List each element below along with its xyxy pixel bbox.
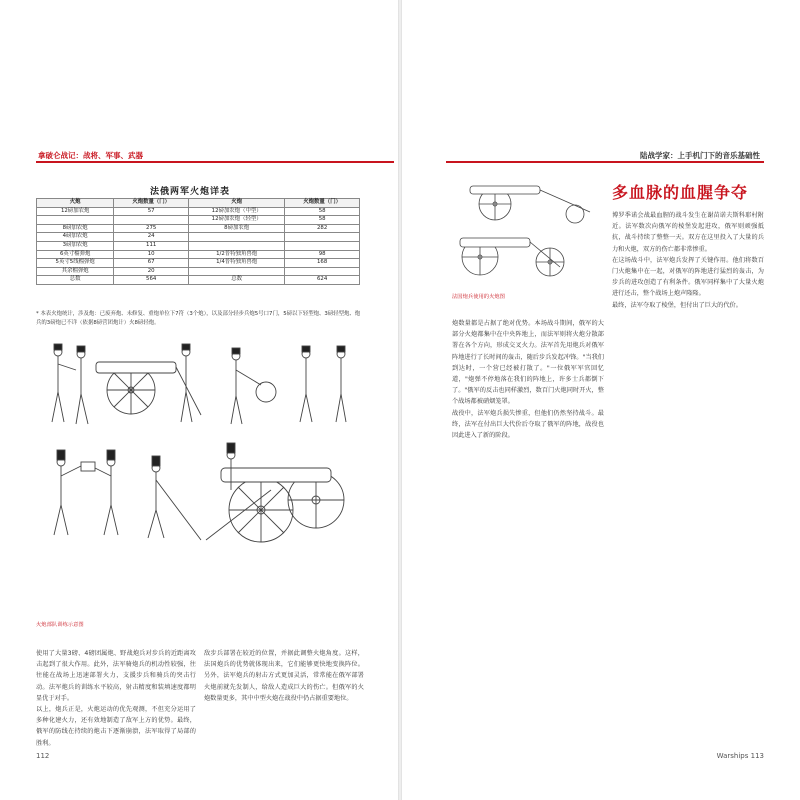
- table-cell: [114, 216, 189, 225]
- table-cell: [37, 216, 114, 225]
- table-cell: 10: [114, 250, 189, 259]
- table-cell: 98: [285, 250, 360, 259]
- table-row: [37, 233, 360, 242]
- table-header-cell: 火炮: [37, 199, 114, 208]
- table-header-row: [37, 199, 360, 208]
- table-header-cell: 火炮数量（门）: [285, 199, 360, 208]
- table-cell: [285, 233, 360, 242]
- right-text-column-1: 炮数量都是占据了绝对优势。本场战斗期间，俄军的大部分火炮都集中在中央阵地上，而法军则将火炮分散部署在各个方向，形成交叉火力。法军首先用炮兵对俄军阵地进行了长时间的轰击，随后步兵发起冲锋。"当我们到达时，一个营已经被打散了。"一位俄军军官回忆道，"炮弹不停地落在我们的阵地上，许多士兵都倒下了。"俄军的反击也同样激烈，数百门火炮同时开火，整个战场都被硝烟笼罩。 战役中，法军炮兵损失惨重，但他们仍然坚持战斗。最终，法军在付出巨大代价后夺取了俄军的阵地，战役也因此进入了新的阶段。: [452, 320, 604, 440]
- table-cell: 564: [114, 276, 189, 285]
- left-text-column-2: 敌步兵部署在较近的位置，并据此调整火炮角度。这样，法国炮兵的优势就体现出来，它们能够更快地变换阵位。另外，法军炮兵的射击方式更加灵活，常常能在俄军部署火炮前就先发制人，给敌人造成巨大的伤亡。但俄军的火炮数量更多，其中中型火炮在战役中仍占据重要地位。: [204, 650, 364, 702]
- table-cell: 总数: [189, 276, 285, 285]
- table-cell: 58: [285, 207, 360, 216]
- cannons-figure: [450, 172, 605, 290]
- crew-figure-caption: 火炮部队训练示意图: [36, 622, 84, 628]
- right-text-column-2: 博罗季诺会战最血腥的战斗发生在谢苗诺夫斯科耶村附近。法军数次向俄军的棱堡发起进攻，俄军则顽强抵抗，战斗持续了整整一天。双方在这里投入了大量的兵力和火炮，双方的伤亡都非常惨重。 在这场战斗中，法军炮兵发挥了关键作用。他们将数百门火炮集中在一起，对俄军的阵地进行猛烈的轰击，为步兵的进攻创造了有利条件。俄军同样集中了大量火炮进行还击，整个战场上炮声隆隆。 最终，法军夺取了棱堡，但付出了巨大的代价。: [612, 212, 764, 309]
- table-row: [37, 216, 360, 225]
- table-cell: [285, 267, 360, 276]
- section-title: 多血脉的血腥争夺: [612, 183, 749, 202]
- table-cell: 1/2普特独角兽炮: [189, 250, 285, 259]
- table-cell: 12磅加农炮（中型）: [189, 207, 285, 216]
- table-cell: 其余榴弹炮: [37, 267, 114, 276]
- table-cell: 5英寸5线榴弹炮: [37, 259, 114, 268]
- left-page-number: 112: [36, 752, 50, 760]
- table-cell: 20: [114, 267, 189, 276]
- table-cell: [189, 233, 285, 242]
- left-running-header: 拿破仑战记：战将、军事、武器: [38, 151, 143, 160]
- table-row: [37, 267, 360, 276]
- table-cell: 58: [285, 216, 360, 225]
- table-cell: 8磅加农炮: [189, 224, 285, 233]
- table-cell: 24: [114, 233, 189, 242]
- table-footnote: * 本表火炮统计，涉及炮：已废弃炮、未修复、重炮单位下7符（3个炮），以及部分轻步兵炮5号口7门，5磅以下轻型炮、3磅轻型炮、炮兵的3磅炮已不详（依据8磅营团炮计）火8磅轻炮。: [36, 311, 361, 326]
- left-text-column-1: 使用了大量3磅、4磅团属炮、野战炮兵对步兵的近距离攻击起到了很大作用。此外，法军骑炮兵的机动性较强，往往能在战场上迅速部署火力，支援步兵和骑兵的突击行动。法军炮兵的训练水平较高，射击精度和装填速度都明显优于对手。 以上，炮兵正是，火炮运动的优先观测，不但充分运用了多种化建火力，还有效地制造了敌军上方的优势。最终，俄军的防线在持续的炮击下逐渐崩溃，法军取得了局部的胜利。: [36, 650, 196, 747]
- table-row: [37, 259, 360, 268]
- table-cell: 4磅加农炮: [37, 233, 114, 242]
- right-running-header: 陆战学家：上手机门下的音乐基础性: [640, 151, 760, 160]
- right-page-number: Warships 113: [716, 752, 764, 760]
- table-cell: 624: [285, 276, 360, 285]
- table-cell: 1/4普特独角兽炮: [189, 259, 285, 268]
- table-cell: 12磅加农炮（轻型）: [189, 216, 285, 225]
- table-row: [37, 241, 360, 250]
- table-row: [37, 207, 360, 216]
- table-title: 法俄两军火炮详表: [150, 187, 231, 197]
- table-cell: 67: [114, 259, 189, 268]
- table-cell: 6英寸榴弹炮: [37, 250, 114, 259]
- table-cell: 总数: [37, 276, 114, 285]
- table-cell: 168: [285, 259, 360, 268]
- table-cell: 111: [114, 241, 189, 250]
- table-cell: 8磅加农炮: [37, 224, 114, 233]
- soldier-figures-2: [54, 450, 201, 540]
- table-cell: 57: [114, 207, 189, 216]
- table-cell: 282: [285, 224, 360, 233]
- table-cell: 12磅加农炮: [37, 207, 114, 216]
- table-cell: [285, 241, 360, 250]
- table-header-cell: 火炮数量（门）: [114, 199, 189, 208]
- table-cell: [189, 241, 285, 250]
- table-row: [37, 224, 360, 233]
- cannon-drawing-2: [206, 443, 344, 542]
- artillery-table: [36, 198, 360, 285]
- cannon-drawing-1: [96, 362, 201, 415]
- table-cell: [189, 267, 285, 276]
- artillery-crew-figure: [36, 340, 366, 630]
- table-row: [37, 276, 360, 285]
- table-row: [37, 250, 360, 259]
- table-cell: 275: [114, 224, 189, 233]
- right-header-rule: [446, 161, 764, 163]
- table-cell: 3磅加农炮: [37, 241, 114, 250]
- cannons-figure-caption: 法国炮兵使用的火炮图: [452, 294, 505, 300]
- left-header-rule: [36, 161, 394, 163]
- table-header-cell: 火炮: [189, 199, 285, 208]
